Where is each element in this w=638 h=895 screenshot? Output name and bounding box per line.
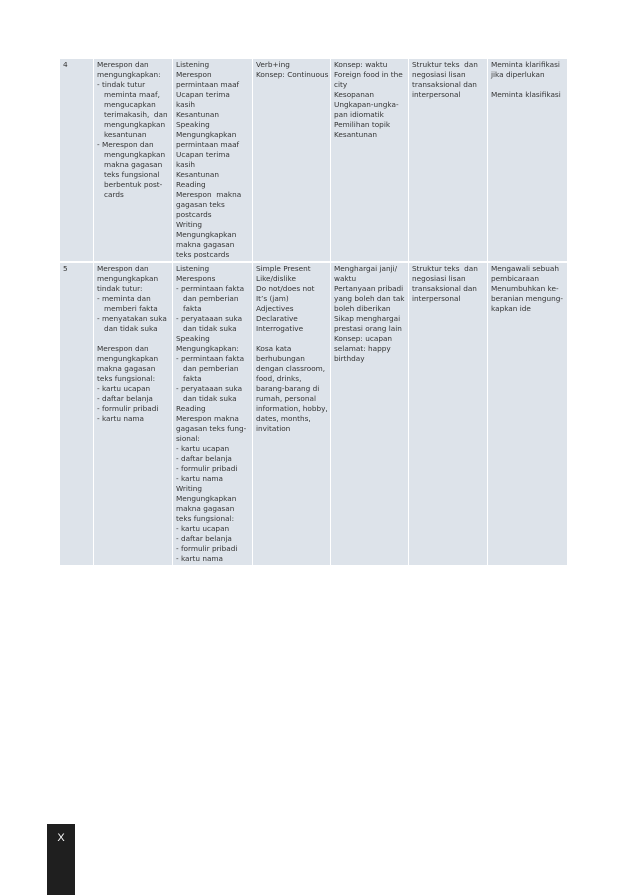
cell-line: Ucapan terima [176, 90, 230, 99]
cell-line: Meminta klasifikasi [491, 90, 561, 99]
cell-line: Mengungkapkan [176, 230, 237, 239]
cell-line: pan idiomatik [334, 110, 384, 119]
cell-line: Mengungkapkan [176, 494, 237, 503]
cell-line: - kartu nama [176, 474, 224, 483]
cell-line: Merespon [176, 70, 212, 79]
cell-line: mengungkapkan [97, 354, 159, 363]
cell-line: Konsep: waktu [334, 60, 388, 69]
cell-line: Sikap menghargai [334, 314, 401, 323]
cell-line: Simple Present [256, 264, 311, 273]
table-row [60, 263, 567, 567]
cell-line: - kartu ucapan [176, 524, 230, 533]
cell-line: mengungkapkan: [97, 70, 161, 79]
cell-line: Reading [176, 180, 206, 189]
cell-line: food, drinks, [256, 374, 302, 383]
cell-line: Writing [176, 220, 203, 229]
cell-line: teks fungsional: [176, 514, 235, 523]
cell-line: dan tidak suka [97, 324, 158, 333]
cell-line: - formulir pribadi [176, 464, 238, 473]
cell-line: makna gagasan [97, 364, 156, 373]
cell-line: permintaan maaf [176, 140, 240, 149]
cell-line: makna gagasan [176, 504, 235, 513]
cell-line: memberi fakta [97, 304, 158, 313]
cell-line: - daftar belanja [97, 394, 153, 403]
row-number-cell [60, 59, 93, 263]
cell-line: Konsep: Continuous [256, 70, 329, 79]
cell-line: Merespon dan [97, 264, 149, 273]
table-cell [488, 59, 567, 263]
page-number-tab [47, 824, 75, 895]
cell-line: terimakasih, dan [97, 110, 168, 119]
cell-line: Kesantunan [176, 170, 220, 179]
cell-line: - formulir pribadi [176, 544, 238, 553]
cell-line: prestasi orang lain [334, 324, 402, 333]
cell-line: fakta [176, 374, 202, 383]
cell-line: Speaking [176, 120, 210, 129]
cell-line: Kesantunan [176, 110, 220, 119]
cell-line: Writing [176, 484, 203, 493]
cell-line: - Merespon dan [97, 140, 154, 149]
table-body [60, 59, 567, 567]
cell-line: interpersonal [412, 294, 461, 303]
cell-line: - kartu ucapan [176, 444, 230, 453]
cell-line: Listening [176, 264, 210, 273]
cell-line: birthday [334, 354, 365, 363]
cell-line: boleh diberikan [334, 304, 391, 313]
cell-line: tindak tutur: [97, 284, 143, 293]
cell-line: Verb+ing [256, 60, 290, 69]
cell-line: - permintaan fakta [176, 284, 245, 293]
cell-line: mengungkapkan [97, 274, 159, 283]
cell-line: - formulir pribadi [97, 404, 159, 413]
cell-line: yang boleh dan tak [334, 294, 405, 303]
cell-line: Ucapan terima [176, 150, 230, 159]
cell-line: Merespon dan [97, 344, 149, 353]
cell-line: Interrogative [256, 324, 304, 333]
cell-line: - daftar belanja [176, 454, 232, 463]
table-cell [331, 263, 408, 567]
cell-line: Reading [176, 404, 206, 413]
cell-line: information, hobby, [256, 404, 328, 413]
table-cell [173, 59, 252, 263]
table-row [60, 59, 567, 263]
cell-line: Pertanyaan pribadi [334, 284, 404, 293]
cell-line: Kesantunan [334, 130, 378, 139]
curriculum-table [59, 59, 568, 567]
cell-line: kasih [176, 160, 196, 169]
cell-line: - peryataaan suka [176, 384, 243, 393]
cell-line: Do not/does not [256, 284, 315, 293]
cell-line: mengungkapkan [97, 120, 166, 129]
table-cell [409, 263, 487, 567]
cell-line: - permintaan fakta [176, 354, 245, 363]
cell-line: transaksional dan [412, 284, 477, 293]
row-number: 5 [63, 264, 68, 273]
cell-line: Declarative [256, 314, 298, 323]
cell-line: waktu [334, 274, 357, 283]
cell-line: Menumbuhkan ke- [491, 284, 559, 293]
cell-line: dengan classroom, [256, 364, 326, 373]
cell-line: Merespon makna [176, 190, 242, 199]
cell-line: makna gagasan [97, 160, 163, 169]
cell-line: Konsep: ucapan [334, 334, 393, 343]
page-number: X [57, 832, 65, 844]
cell-line: Meminta klarifikasi [491, 60, 560, 69]
cell-line: negosiasi lisan [412, 70, 466, 79]
cell-line: dan tidak suka [176, 394, 237, 403]
cell-line: interpersonal [412, 90, 461, 99]
cell-line: teks fungsional [97, 170, 160, 179]
cell-line: Merespon makna [176, 414, 239, 423]
cell-line [256, 334, 327, 344]
cell-line: fakta [176, 304, 202, 313]
table-cell [94, 263, 172, 567]
cell-line: dan tidak suka [176, 324, 237, 333]
row-number-cell [60, 263, 93, 567]
cell-line: teks postcards [176, 250, 230, 259]
cell-line: dan pemberian [176, 364, 239, 373]
cell-line: It’s (jam) [256, 294, 289, 303]
cell-line: - tindak tutur [97, 80, 146, 89]
cell-line: transaksional dan [412, 80, 477, 89]
cell-line: - peryataaan suka [176, 314, 243, 323]
cell-line: Listening [176, 60, 210, 69]
cell-line: Merespons [176, 274, 216, 283]
cell-line: kasih [176, 100, 196, 109]
cell-line: makna gagasan [176, 240, 235, 249]
cell-line [491, 80, 564, 90]
cell-line: dan pemberian [176, 294, 239, 303]
cell-line: sional: [176, 434, 200, 443]
cell-line: cards [97, 190, 124, 199]
cell-line: berhubungan [256, 354, 305, 363]
cell-line: permintaan maaf [176, 80, 240, 89]
cell-line: - kartu nama [97, 414, 145, 423]
cell-line: Ungkapan-ungka- [334, 100, 399, 109]
table-cell [409, 59, 487, 263]
cell-line: Pemilihan topik [334, 120, 391, 129]
cell-line [97, 334, 169, 344]
cell-line: city [334, 80, 348, 89]
cell-line: mengungkapkan [97, 150, 166, 159]
cell-line: Merespon dan [97, 60, 149, 69]
cell-line: teks fungsional: [97, 374, 156, 383]
table-cell [331, 59, 408, 263]
cell-line: jika diperlukan [491, 70, 545, 79]
cell-line: pembicaraan [491, 274, 539, 283]
table-cell [488, 263, 567, 567]
cell-line: - daftar belanja [176, 534, 232, 543]
cell-line: invitation [256, 424, 291, 433]
cell-line: rumah, personal [256, 394, 316, 403]
cell-line: - meminta dan [97, 294, 151, 303]
cell-line: - menyatakan suka [97, 314, 167, 323]
cell-line: Adjectives [256, 304, 294, 313]
table-cell [253, 59, 330, 263]
cell-line: meminta maaf, [97, 90, 160, 99]
cell-line: Speaking [176, 334, 210, 343]
cell-line: Kesopanan [334, 90, 375, 99]
table-cell [253, 263, 330, 567]
cell-line: kesantunan [97, 130, 147, 139]
cell-line: Struktur teks dan [412, 264, 478, 273]
cell-line: - kartu nama [176, 554, 224, 563]
cell-line: berbentuk post- [97, 180, 163, 189]
cell-line: - kartu ucapan [97, 384, 151, 393]
cell-line: Menghargai janji/ [334, 264, 398, 273]
cell-line: kapkan ide [491, 304, 531, 313]
table-cell [173, 263, 252, 567]
cell-line: Mengawali sebuah [491, 264, 559, 273]
cell-line: Struktur teks dan [412, 60, 478, 69]
cell-line: postcards [176, 210, 212, 219]
cell-line: Foreign food in the [334, 70, 403, 79]
cell-line: Mengungkapkan: [176, 344, 239, 353]
cell-line: gagasan teks fung- [176, 424, 247, 433]
cell-line: Kosa kata [256, 344, 292, 353]
cell-line: selamat: happy [334, 344, 391, 353]
table-cell [94, 59, 172, 263]
cell-line: barang-barang di [256, 384, 320, 393]
cell-line: gagasan teks [176, 200, 225, 209]
cell-line: negosiasi lisan [412, 274, 466, 283]
cell-line: mengucapkan [97, 100, 156, 109]
row-number: 4 [63, 60, 68, 69]
cell-line: beranian mengung- [491, 294, 564, 303]
cell-line: dates, months, [256, 414, 311, 423]
cell-line: Like/dislike [256, 274, 296, 283]
cell-line: Mengungkapkan [176, 130, 237, 139]
